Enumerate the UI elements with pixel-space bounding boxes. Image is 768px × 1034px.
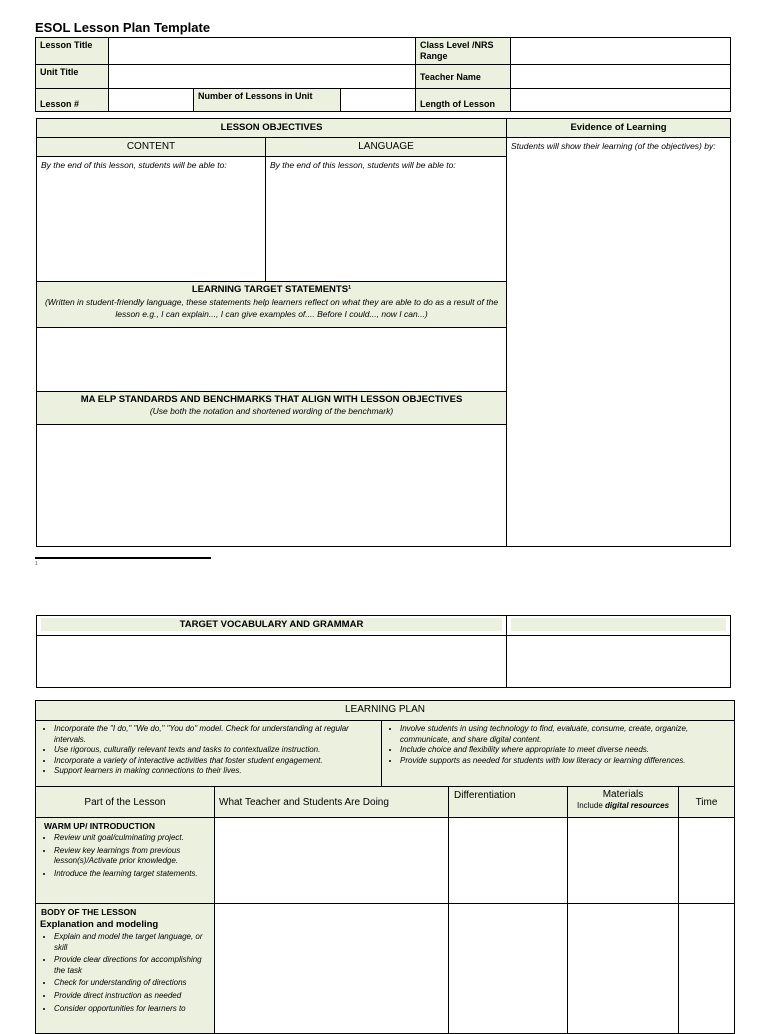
content-heading: CONTENT bbox=[37, 138, 266, 157]
lesson-objectives-table bbox=[36, 118, 731, 547]
page-title: ESOL Lesson Plan Template bbox=[35, 20, 211, 35]
header-info-table bbox=[35, 37, 731, 112]
learning-targets-heading-cell bbox=[37, 282, 507, 328]
footnote-rule bbox=[35, 557, 211, 559]
number-of-lessons-label: Number of Lessons in Unit bbox=[194, 89, 341, 112]
vocabulary-side-heading-cell bbox=[507, 616, 731, 636]
warmup-item: • Introduce the learning target statements. bbox=[54, 869, 214, 880]
standards-heading: MA ELP STANDARDS AND BENCHMARKS THAT ALIGN WITH LESSON OBJECTIVES bbox=[80, 394, 463, 405]
plan-guideline-item: • Incorporate the "I do," "We do," "You do" model. Check for understanding at regular intervals. bbox=[54, 724, 377, 745]
learning-plan-heading: LEARNING PLAN bbox=[36, 701, 735, 721]
body-item: • Explain and model the target language, or skill bbox=[54, 932, 214, 953]
grammar-field[interactable] bbox=[507, 636, 731, 688]
learning-targets-field[interactable] bbox=[37, 328, 507, 392]
warmup-differentiation-field[interactable] bbox=[449, 818, 568, 904]
warmup-time-field[interactable] bbox=[679, 818, 735, 904]
vocabulary-heading-cell bbox=[37, 616, 507, 636]
content-objectives-field[interactable] bbox=[37, 157, 266, 282]
body-item: • Provide direct instruction as needed bbox=[54, 991, 214, 1002]
length-of-lesson-field[interactable] bbox=[511, 89, 731, 112]
materials-subheading bbox=[568, 800, 678, 810]
time-heading: Time bbox=[679, 787, 735, 818]
warmup-item: • Review unit goal/culminating project. bbox=[54, 833, 214, 844]
warmup-activities-field[interactable] bbox=[215, 818, 449, 904]
body-subtitle: Explanation and modeling bbox=[40, 919, 159, 930]
teacher-name-label: Teacher Name bbox=[416, 65, 511, 89]
body-item: • Check for understanding of directions bbox=[54, 978, 214, 989]
warmup-title: WARM UP/ INTRODUCTION bbox=[44, 821, 155, 831]
footnote-mark: 1 bbox=[35, 561, 38, 567]
body-activities-field[interactable] bbox=[215, 904, 449, 1034]
body-time-field[interactable] bbox=[679, 904, 735, 1034]
teacher-students-doing-heading: What Teacher and Students Are Doing bbox=[215, 787, 449, 818]
evidence-prompt: Students will show their learning (of the objectives) by: bbox=[511, 141, 716, 151]
vocabulary-heading: TARGET VOCABULARY AND GRAMMAR bbox=[41, 618, 502, 631]
learning-targets-description: (Written in student-friendly language, these statements help learners reflect on what they are able to do as a result of the lesson e.g., I can explain..., I can give examples of.... Before I could..., now I can...) bbox=[44, 297, 499, 319]
warmup-materials-field[interactable] bbox=[568, 818, 679, 904]
learning-targets-heading: LEARNING TARGET STATEMENTS¹ bbox=[191, 284, 352, 295]
lesson-objectives-heading: LESSON OBJECTIVES bbox=[37, 119, 507, 138]
body-differentiation-field[interactable] bbox=[449, 904, 568, 1034]
plan-guideline-item: • Provide supports as needed for students with low literacy or learning differences. bbox=[400, 756, 730, 767]
differentiation-heading: Differentiation bbox=[449, 787, 568, 818]
standards-field[interactable] bbox=[37, 425, 507, 547]
materials-subheading-prefix: Include bbox=[576, 801, 603, 810]
content-prompt: By the end of this lesson, students will be able to: bbox=[41, 160, 227, 170]
body-item: • Consider opportunities for learners to bbox=[54, 1004, 214, 1015]
plan-guidelines-left bbox=[36, 721, 382, 787]
lesson-title-field[interactable] bbox=[109, 38, 416, 65]
vocabulary-field[interactable] bbox=[37, 636, 507, 688]
teacher-name-field[interactable] bbox=[511, 65, 731, 89]
plan-guideline-item: • Incorporate a variety of interactive activities that foster student engagement. bbox=[54, 756, 377, 767]
body-title: BODY OF THE LESSON bbox=[41, 907, 137, 917]
lesson-title-label: Lesson Title bbox=[36, 38, 109, 65]
plan-guideline-item: • Involve students in using technology to find, evaluate, consume, create, organize, communicate, and share digital content. bbox=[400, 724, 730, 745]
body-item: • Provide clear directions for accomplishing the task bbox=[54, 955, 214, 976]
standards-description: (Use both the notation and shortened wording of the benchmark) bbox=[149, 406, 394, 416]
plan-guideline-item: • Use rigorous, culturally relevant texts and tasks to contextualize instruction. bbox=[54, 745, 377, 756]
body-section bbox=[36, 904, 215, 1034]
language-heading: LANGUAGE bbox=[266, 138, 507, 157]
part-of-lesson-heading: Part of the Lesson bbox=[36, 787, 215, 818]
materials-subheading-emphasis: digital resources bbox=[605, 801, 670, 810]
unit-title-label: Unit Title bbox=[36, 65, 109, 89]
language-prompt: By the end of this lesson, students will be able to: bbox=[270, 160, 456, 170]
body-materials-field[interactable] bbox=[568, 904, 679, 1034]
class-level-field[interactable] bbox=[511, 38, 731, 65]
lesson-number-field[interactable] bbox=[109, 89, 194, 112]
vocabulary-side-heading bbox=[511, 618, 726, 631]
learning-plan-table bbox=[35, 700, 735, 1034]
class-level-label: Class Level /NRS Range bbox=[416, 38, 511, 65]
language-objectives-field[interactable] bbox=[266, 157, 507, 282]
plan-guideline-item: • Include choice and flexibility where appropriate to meet diverse needs. bbox=[400, 745, 730, 756]
target-vocabulary-table bbox=[36, 615, 731, 688]
materials-heading: Materials bbox=[602, 789, 644, 800]
unit-title-field[interactable] bbox=[109, 65, 416, 89]
warmup-section bbox=[36, 818, 215, 904]
lesson-number-label: Lesson # bbox=[36, 89, 109, 112]
evidence-of-learning-field[interactable] bbox=[507, 138, 731, 547]
standards-heading-cell bbox=[37, 392, 507, 425]
warmup-item: • Review key learnings from previous lesson(s)/Activate prior knowledge. bbox=[54, 846, 214, 867]
length-of-lesson-label: Length of Lesson bbox=[416, 89, 511, 112]
plan-guideline-item: • Support learners in making connections to their lives. bbox=[54, 766, 377, 777]
number-of-lessons-field[interactable] bbox=[341, 89, 416, 112]
evidence-of-learning-heading: Evidence of Learning bbox=[507, 119, 731, 138]
materials-heading-cell bbox=[568, 787, 679, 818]
plan-guidelines-right bbox=[382, 721, 735, 787]
